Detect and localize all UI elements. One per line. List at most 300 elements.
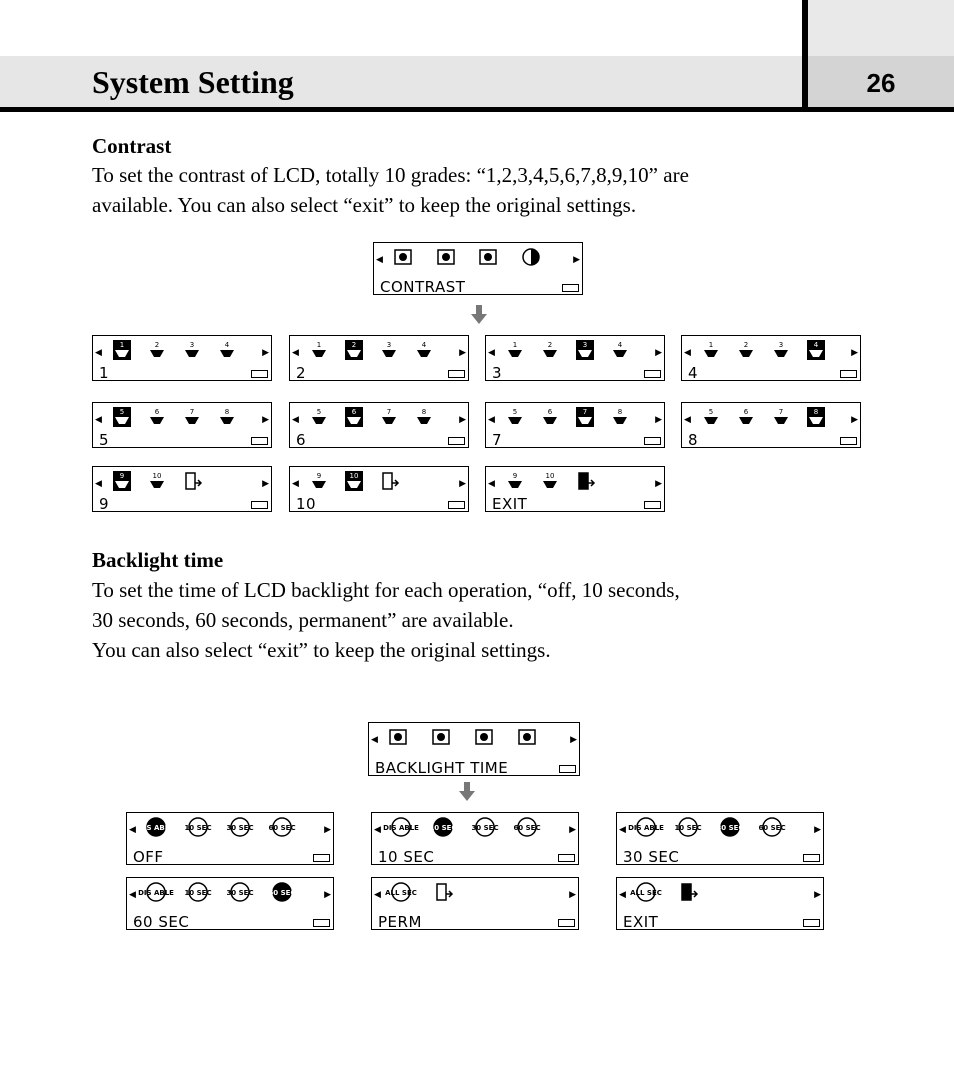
right-arrow-icon: ▶ bbox=[655, 479, 662, 489]
contrast-level-icon bbox=[735, 340, 757, 360]
svg-text:1: 1 bbox=[708, 341, 714, 349]
page-title: System Setting bbox=[92, 64, 294, 100]
svg-text:5: 5 bbox=[708, 408, 714, 416]
svg-text:7: 7 bbox=[582, 408, 588, 416]
lcd-icon-slot bbox=[308, 407, 328, 425]
lcd-icon-slot bbox=[146, 340, 166, 358]
svg-text:60 SEC: 60 SEC bbox=[513, 824, 541, 832]
contrast-level-icon bbox=[539, 407, 561, 427]
svg-text:1: 1 bbox=[316, 341, 322, 349]
menu-icon bbox=[435, 247, 457, 267]
contrast-level-icon bbox=[378, 407, 400, 427]
battery-icon bbox=[251, 370, 268, 378]
lcd-icon-slot bbox=[520, 247, 540, 265]
svg-text:1: 1 bbox=[119, 341, 125, 349]
contrast-level-icon bbox=[700, 340, 722, 360]
right-arrow-icon: ▶ bbox=[262, 348, 269, 358]
circle-badge-icon bbox=[184, 817, 212, 837]
contrast-level-icon bbox=[805, 340, 827, 360]
svg-text:6: 6 bbox=[154, 408, 160, 416]
contrast-screen bbox=[485, 402, 665, 448]
lcd-icon-slot bbox=[146, 407, 166, 425]
lcd-icon-slot bbox=[516, 727, 536, 745]
svg-text:7: 7 bbox=[778, 408, 784, 416]
svg-text:30 SEC: 30 SEC bbox=[226, 889, 254, 897]
contrast-level-icon bbox=[539, 471, 561, 491]
circle-badge-icon bbox=[268, 882, 296, 902]
left-arrow-icon: ◀ bbox=[95, 479, 102, 489]
contrast-screen bbox=[485, 335, 665, 381]
lcd-icon-slot bbox=[268, 882, 296, 900]
contrast-level-icon bbox=[111, 471, 133, 491]
battery-icon bbox=[803, 919, 820, 927]
circle-badge-icon bbox=[385, 882, 417, 902]
circle-badge-icon bbox=[716, 817, 744, 837]
left-arrow-icon: ◀ bbox=[488, 415, 495, 425]
left-arrow-icon: ◀ bbox=[488, 479, 495, 489]
left-arrow-icon: ◀ bbox=[95, 348, 102, 358]
lcd-icon-slot bbox=[181, 340, 201, 358]
contrast-level-icon bbox=[770, 407, 792, 427]
backlight-screen bbox=[616, 812, 824, 865]
circle-badge-icon bbox=[758, 817, 786, 837]
lcd-icon-slot bbox=[429, 817, 457, 835]
lcd-icon-slot bbox=[504, 340, 524, 358]
lcd-label: PERM bbox=[378, 913, 422, 931]
lcd-icon-slot bbox=[735, 340, 755, 358]
svg-text:6: 6 bbox=[351, 408, 357, 416]
right-arrow-icon: ▶ bbox=[851, 415, 858, 425]
lcd-icon-slot bbox=[216, 340, 236, 358]
menu-icon bbox=[473, 727, 495, 747]
header-divider-horizontal bbox=[0, 107, 954, 112]
lcd-icon-slot bbox=[378, 340, 398, 358]
contrast-level-icon bbox=[216, 340, 238, 360]
lcd-icon-slot bbox=[378, 471, 398, 489]
svg-text:10 SEC: 10 SEC bbox=[429, 824, 457, 832]
down-arrow-icon bbox=[457, 782, 477, 802]
lcd-label: EXIT bbox=[623, 913, 659, 931]
lcd-label: 5 bbox=[99, 431, 110, 449]
svg-text:9: 9 bbox=[119, 472, 125, 480]
contrast-level-icon bbox=[805, 407, 827, 427]
contrast-paragraph bbox=[92, 160, 812, 220]
svg-text:1: 1 bbox=[512, 341, 518, 349]
lcd-icon-slot bbox=[181, 407, 201, 425]
svg-text:60 SEC: 60 SEC bbox=[268, 824, 296, 832]
contrast-screen bbox=[485, 466, 665, 512]
svg-text:7: 7 bbox=[386, 408, 392, 416]
lcd-icon-slot bbox=[574, 407, 594, 425]
left-arrow-icon: ◀ bbox=[684, 348, 691, 358]
backlight-screen bbox=[126, 877, 334, 930]
lcd-label: 1 bbox=[99, 364, 110, 382]
lcd-icon-slot bbox=[343, 407, 363, 425]
contrast-screen bbox=[289, 466, 469, 512]
battery-icon bbox=[448, 501, 465, 509]
lcd-label: 2 bbox=[296, 364, 307, 382]
menu-icon bbox=[430, 727, 452, 747]
lcd-label: 4 bbox=[688, 364, 699, 382]
left-arrow-icon: ◀ bbox=[619, 890, 626, 900]
battery-icon bbox=[558, 854, 575, 862]
lcd-label: EXIT bbox=[492, 495, 528, 513]
right-arrow-icon: ▶ bbox=[262, 479, 269, 489]
exit-door-icon bbox=[432, 882, 454, 902]
contrast-level-icon bbox=[609, 407, 631, 427]
svg-text:5: 5 bbox=[119, 408, 125, 416]
right-arrow-icon: ▶ bbox=[655, 348, 662, 358]
svg-text:4: 4 bbox=[813, 341, 819, 349]
lcd-icon-slot bbox=[138, 817, 174, 835]
circle-badge-icon bbox=[628, 817, 664, 837]
contrast-level-icon bbox=[308, 407, 330, 427]
svg-text:30 SEC: 30 SEC bbox=[226, 824, 254, 832]
svg-text:7: 7 bbox=[189, 408, 195, 416]
lcd-icon-slot bbox=[111, 407, 131, 425]
svg-text:5: 5 bbox=[316, 408, 322, 416]
lcd-icon-slot bbox=[392, 247, 412, 265]
lcd-label: 3 bbox=[492, 364, 503, 382]
lcd-icon-slot bbox=[268, 817, 296, 835]
contrast-level-icon bbox=[700, 407, 722, 427]
battery-icon bbox=[644, 501, 661, 509]
backlight-screen bbox=[126, 812, 334, 865]
lcd-icon-slot bbox=[504, 471, 524, 489]
svg-text:30 SEC: 30 SEC bbox=[471, 824, 499, 832]
lcd-icon-slot bbox=[716, 817, 744, 835]
lcd-icon-slot bbox=[700, 340, 720, 358]
contrast-paragraph-line: available. You can also select “exit” to keep the original settings. bbox=[92, 193, 637, 217]
lcd-icon-slot bbox=[430, 727, 450, 745]
contrast-screen bbox=[289, 335, 469, 381]
contrast-level-icon bbox=[413, 340, 435, 360]
svg-text:DIS ABLE: DIS ABLE bbox=[138, 824, 174, 832]
left-arrow-icon: ◀ bbox=[371, 735, 378, 745]
battery-icon bbox=[313, 919, 330, 927]
svg-text:6: 6 bbox=[743, 408, 749, 416]
contrast-level-icon bbox=[146, 340, 168, 360]
left-arrow-icon: ◀ bbox=[684, 415, 691, 425]
right-arrow-icon: ▶ bbox=[324, 825, 331, 835]
circle-badge-icon bbox=[383, 817, 419, 837]
svg-text:4: 4 bbox=[617, 341, 623, 349]
svg-text:60 SEC: 60 SEC bbox=[758, 824, 786, 832]
backlight-menu-screen bbox=[368, 722, 580, 776]
battery-icon bbox=[251, 501, 268, 509]
left-arrow-icon: ◀ bbox=[95, 415, 102, 425]
lcd-icon-slot bbox=[146, 471, 166, 489]
svg-text:8: 8 bbox=[224, 408, 230, 416]
backlight-paragraph bbox=[92, 575, 812, 665]
lcd-icon-slot bbox=[471, 817, 499, 835]
left-arrow-icon: ◀ bbox=[129, 825, 136, 835]
contrast-level-icon bbox=[343, 471, 365, 491]
contrast-level-icon bbox=[504, 471, 526, 491]
contrast-level-icon bbox=[111, 407, 133, 427]
contrast-level-icon bbox=[343, 340, 365, 360]
contrast-level-icon bbox=[308, 340, 330, 360]
exit-door-icon bbox=[677, 882, 699, 902]
svg-text:10: 10 bbox=[349, 472, 359, 480]
backlight-screen bbox=[371, 812, 579, 865]
right-arrow-icon: ▶ bbox=[459, 415, 466, 425]
lcd-icon-slot bbox=[504, 407, 524, 425]
lcd-icon-slot bbox=[609, 340, 629, 358]
lcd-icon-slot bbox=[770, 407, 790, 425]
lcd-icon-slot bbox=[630, 882, 662, 900]
battery-icon bbox=[251, 437, 268, 445]
battery-icon bbox=[644, 370, 661, 378]
right-arrow-icon: ▶ bbox=[851, 348, 858, 358]
down-arrow-icon bbox=[469, 305, 489, 325]
battery-icon bbox=[448, 370, 465, 378]
right-arrow-icon: ▶ bbox=[814, 825, 821, 835]
exit-door-icon bbox=[378, 471, 400, 491]
contrast-level-icon bbox=[574, 340, 596, 360]
lcd-label: 10 SEC bbox=[378, 848, 435, 866]
left-arrow-icon: ◀ bbox=[619, 825, 626, 835]
lcd-label: 8 bbox=[688, 431, 699, 449]
lcd-icon-slot bbox=[609, 407, 629, 425]
contrast-menu-screen bbox=[373, 242, 583, 295]
lcd-icon-slot bbox=[513, 817, 541, 835]
contrast-paragraph-line: To set the contrast of LCD, totally 10 grades: “1,2,3,4,5,6,7,8,9,10” are bbox=[92, 163, 689, 187]
svg-text:2: 2 bbox=[547, 341, 553, 349]
contrast-level-icon bbox=[181, 340, 203, 360]
svg-text:6: 6 bbox=[547, 408, 553, 416]
svg-text:10: 10 bbox=[545, 472, 555, 480]
contrast-level-icon bbox=[111, 340, 133, 360]
svg-text:9: 9 bbox=[316, 472, 322, 480]
svg-text:2: 2 bbox=[743, 341, 749, 349]
lcd-icon-slot bbox=[574, 340, 594, 358]
menu-icon bbox=[477, 247, 499, 267]
contrast-level-icon bbox=[216, 407, 238, 427]
page-number: 26 bbox=[866, 68, 896, 98]
backlight-paragraph-line: To set the time of LCD backlight for each operation, “off, 10 seconds, bbox=[92, 578, 680, 602]
lcd-icon-slot bbox=[385, 882, 417, 900]
circle-badge-icon bbox=[226, 882, 254, 902]
svg-text:5: 5 bbox=[512, 408, 518, 416]
svg-text:60 SEC: 60 SEC bbox=[268, 889, 296, 897]
lcd-icon-slot bbox=[700, 407, 720, 425]
lcd-label: 6 bbox=[296, 431, 307, 449]
lcd-icon-slot bbox=[383, 817, 419, 835]
svg-text:10 SEC: 10 SEC bbox=[184, 824, 212, 832]
right-arrow-icon: ▶ bbox=[814, 890, 821, 900]
lcd-icon-slot bbox=[674, 817, 702, 835]
circle-badge-icon bbox=[513, 817, 541, 837]
svg-text:8: 8 bbox=[813, 408, 819, 416]
circle-badge-icon bbox=[471, 817, 499, 837]
svg-text:2: 2 bbox=[154, 341, 160, 349]
right-arrow-icon: ▶ bbox=[569, 890, 576, 900]
lcd-icon-slot bbox=[387, 727, 407, 745]
left-arrow-icon: ◀ bbox=[292, 348, 299, 358]
svg-text:8: 8 bbox=[617, 408, 623, 416]
lcd-label: OFF bbox=[133, 848, 164, 866]
circle-badge-icon bbox=[138, 882, 174, 902]
lcd-icon-slot bbox=[677, 882, 697, 900]
svg-text:3: 3 bbox=[189, 341, 195, 349]
lcd-icon-slot bbox=[308, 471, 328, 489]
right-arrow-icon: ▶ bbox=[459, 479, 466, 489]
lcd-icon-slot bbox=[539, 471, 559, 489]
lcd-icon-slot bbox=[805, 407, 825, 425]
contrast-level-icon bbox=[308, 471, 330, 491]
circle-badge-icon bbox=[226, 817, 254, 837]
left-arrow-icon: ◀ bbox=[129, 890, 136, 900]
lcd-icon-slot bbox=[574, 471, 594, 489]
lcd-icon-slot bbox=[226, 817, 254, 835]
right-arrow-icon: ▶ bbox=[655, 415, 662, 425]
svg-text:3: 3 bbox=[778, 341, 784, 349]
contrast-level-icon bbox=[146, 407, 168, 427]
battery-icon bbox=[558, 919, 575, 927]
svg-text:30 SEC: 30 SEC bbox=[716, 824, 744, 832]
contrast-heading: Contrast bbox=[92, 134, 172, 158]
backlight-screen bbox=[616, 877, 824, 930]
left-arrow-icon: ◀ bbox=[488, 348, 495, 358]
contrast-screen bbox=[92, 335, 272, 381]
right-arrow-icon: ▶ bbox=[459, 348, 466, 358]
lcd-icon-slot bbox=[473, 727, 493, 745]
lcd-label: 30 SEC bbox=[623, 848, 680, 866]
contrast-screen bbox=[681, 402, 861, 448]
left-arrow-icon: ◀ bbox=[374, 890, 381, 900]
contrast-screen bbox=[92, 402, 272, 448]
svg-text:DIS ABLE: DIS ABLE bbox=[383, 824, 419, 832]
lcd-icon-slot bbox=[138, 882, 174, 900]
svg-text:DIS ABLE: DIS ABLE bbox=[138, 889, 174, 897]
lcd-icon-slot bbox=[378, 407, 398, 425]
lcd-icon-slot bbox=[770, 340, 790, 358]
header-corner-top bbox=[808, 0, 954, 56]
battery-icon bbox=[559, 765, 576, 773]
lcd-icon-slot bbox=[343, 340, 363, 358]
lcd-icon-slot bbox=[432, 882, 452, 900]
lcd-icon-slot bbox=[216, 407, 236, 425]
svg-text:4: 4 bbox=[421, 341, 427, 349]
contrast-level-icon bbox=[574, 407, 596, 427]
contrast-level-icon bbox=[609, 340, 631, 360]
menu-icon bbox=[392, 247, 414, 267]
backlight-paragraph-line: 30 seconds, 60 seconds, permanent” are available. bbox=[92, 608, 514, 632]
right-arrow-icon: ▶ bbox=[324, 890, 331, 900]
lcd-icon-slot bbox=[184, 882, 212, 900]
lcd-icon-slot bbox=[184, 817, 212, 835]
svg-text:10 SEC: 10 SEC bbox=[674, 824, 702, 832]
left-arrow-icon: ◀ bbox=[374, 825, 381, 835]
lcd-icon-slot bbox=[111, 340, 131, 358]
lcd-icon-slot bbox=[539, 340, 559, 358]
left-arrow-icon: ◀ bbox=[292, 479, 299, 489]
lcd-icon-slot bbox=[226, 882, 254, 900]
contrast-level-icon bbox=[539, 340, 561, 360]
svg-text:3: 3 bbox=[386, 341, 392, 349]
backlight-heading: Backlight time bbox=[92, 548, 224, 572]
lcd-icon-slot bbox=[805, 340, 825, 358]
contrast-level-icon bbox=[343, 407, 365, 427]
right-arrow-icon: ▶ bbox=[262, 415, 269, 425]
backlight-paragraph-line: You can also select “exit” to keep the original settings. bbox=[92, 638, 551, 662]
lcd-icon-slot bbox=[477, 247, 497, 265]
right-arrow-icon: ▶ bbox=[569, 825, 576, 835]
svg-text:10: 10 bbox=[152, 472, 162, 480]
svg-text:8: 8 bbox=[421, 408, 427, 416]
lcd-icon-slot bbox=[308, 340, 328, 358]
svg-text:10 SEC: 10 SEC bbox=[184, 889, 212, 897]
exit-door-icon bbox=[574, 471, 596, 491]
circle-badge-icon bbox=[184, 882, 212, 902]
lcd-label: CONTRAST bbox=[380, 278, 466, 296]
circle-badge-icon bbox=[630, 882, 662, 902]
lcd-label: BACKLIGHT TIME bbox=[375, 759, 509, 777]
battery-icon bbox=[313, 854, 330, 862]
contrast-level-icon bbox=[378, 340, 400, 360]
contrast-level-icon bbox=[413, 407, 435, 427]
menu-icon bbox=[387, 727, 409, 747]
battery-icon bbox=[644, 437, 661, 445]
circle-badge-icon bbox=[674, 817, 702, 837]
battery-icon bbox=[562, 284, 579, 292]
lcd-icon-slot bbox=[735, 407, 755, 425]
backlight-screen bbox=[371, 877, 579, 930]
exit-door-icon bbox=[181, 471, 203, 491]
lcd-icon-slot bbox=[343, 471, 363, 489]
contrast-screen bbox=[681, 335, 861, 381]
right-arrow-icon: ▶ bbox=[573, 255, 580, 265]
contrast-level-icon bbox=[504, 340, 526, 360]
contrast-level-icon bbox=[770, 340, 792, 360]
lcd-icon-slot bbox=[628, 817, 664, 835]
left-arrow-icon: ◀ bbox=[292, 415, 299, 425]
battery-icon bbox=[840, 437, 857, 445]
left-arrow-icon: ◀ bbox=[376, 255, 383, 265]
lcd-icon-slot bbox=[539, 407, 559, 425]
lcd-label: 10 bbox=[296, 495, 317, 513]
battery-icon bbox=[840, 370, 857, 378]
battery-icon bbox=[448, 437, 465, 445]
lcd-icon-slot bbox=[758, 817, 786, 835]
lcd-icon-slot bbox=[111, 471, 131, 489]
lcd-icon-slot bbox=[435, 247, 455, 265]
svg-text:ALL SEC: ALL SEC bbox=[630, 889, 662, 897]
svg-text:9: 9 bbox=[512, 472, 518, 480]
lcd-icon-slot bbox=[181, 471, 201, 489]
lcd-icon-slot bbox=[413, 407, 433, 425]
lcd-label: 7 bbox=[492, 431, 503, 449]
lcd-label: 60 SEC bbox=[133, 913, 190, 931]
contrast-level-icon bbox=[504, 407, 526, 427]
contrast-level-icon bbox=[735, 407, 757, 427]
circle-badge-icon bbox=[138, 817, 174, 837]
half-circle-icon bbox=[520, 247, 542, 267]
circle-badge-icon bbox=[429, 817, 457, 837]
contrast-level-icon bbox=[181, 407, 203, 427]
contrast-level-icon bbox=[146, 471, 168, 491]
svg-text:ALL SEC: ALL SEC bbox=[385, 889, 417, 897]
right-arrow-icon: ▶ bbox=[570, 735, 577, 745]
circle-badge-icon bbox=[268, 817, 296, 837]
svg-text:4: 4 bbox=[224, 341, 230, 349]
svg-text:DIS ABLE: DIS ABLE bbox=[628, 824, 664, 832]
battery-icon bbox=[803, 854, 820, 862]
menu-icon bbox=[516, 727, 538, 747]
svg-text:2: 2 bbox=[351, 341, 357, 349]
lcd-label: 9 bbox=[99, 495, 110, 513]
